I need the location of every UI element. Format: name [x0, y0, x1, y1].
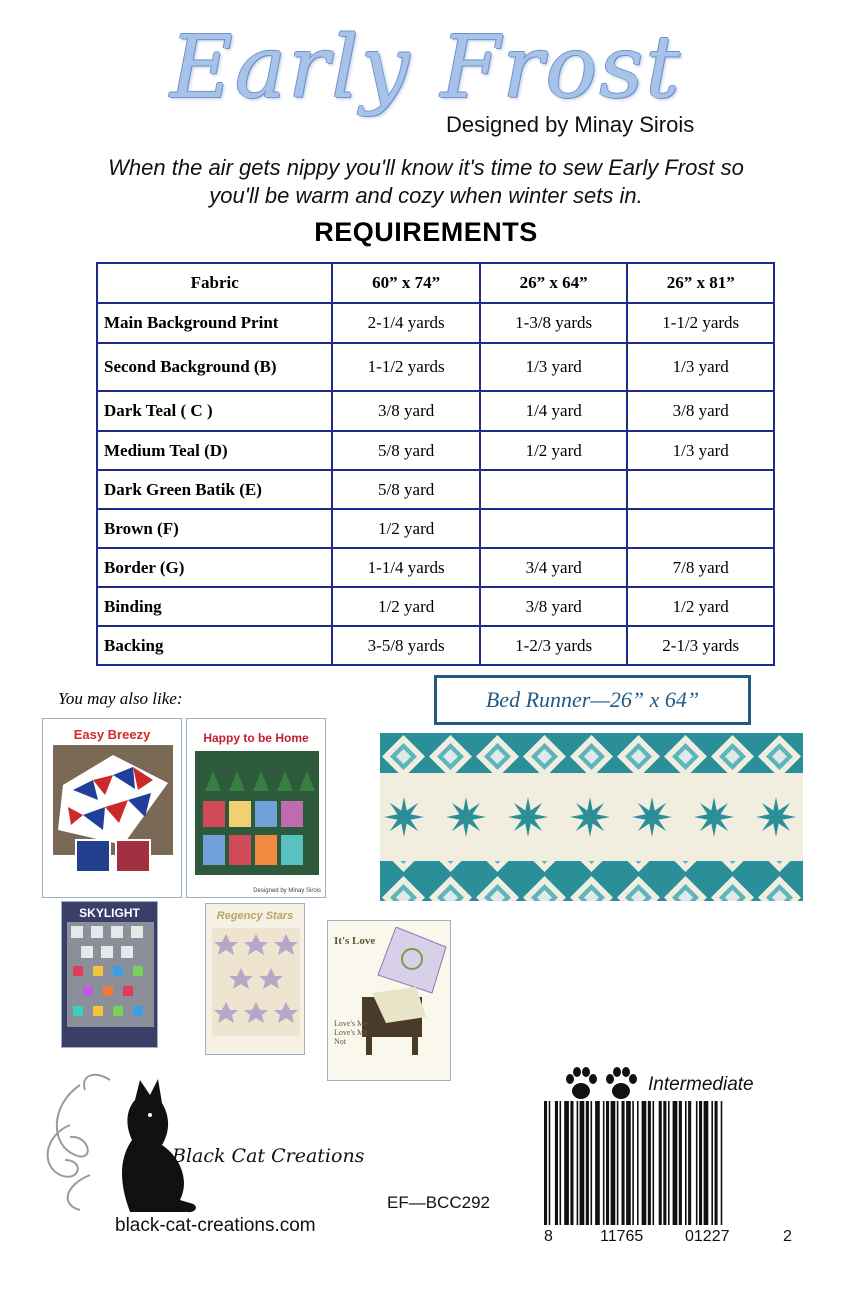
website-link[interactable]: black-cat-creations.com — [115, 1215, 316, 1236]
barcode-bar — [622, 1101, 625, 1225]
fabric-name: Main Background Print — [97, 303, 332, 343]
table-row — [97, 548, 774, 587]
fabric-name: Second Background (B) — [97, 343, 332, 391]
pattern-blurb — [60, 154, 792, 210]
skill-level: Intermediate — [648, 1074, 754, 1095]
barcode-bar — [673, 1101, 678, 1225]
runner-star — [384, 797, 424, 837]
table-row — [97, 587, 774, 626]
yardage-cell — [480, 509, 628, 548]
barcode-bar — [653, 1101, 655, 1225]
column-header: 60” x 74” — [332, 263, 480, 303]
yardage-cell: 1-2/3 yards — [480, 626, 628, 665]
barcode-bar — [586, 1101, 589, 1225]
runner-star — [446, 797, 486, 837]
yardage-cell: 3/8 yard — [627, 391, 774, 431]
yardage-cell: 1-3/8 yards — [480, 303, 628, 343]
column-header: Fabric — [97, 263, 332, 303]
yardage-cell: 1/2 yard — [332, 587, 480, 626]
yardage-cell: 1/4 yard — [480, 391, 628, 431]
runner-star — [570, 797, 610, 837]
regency-quilt-image — [212, 928, 300, 1036]
pattern-title: Early Frost — [170, 18, 682, 118]
cover-title: Easy Breezy — [73, 727, 151, 742]
black-cat-logo-icon — [40, 1065, 370, 1215]
column-header: 26” x 64” — [480, 263, 628, 303]
cover-happy-to-be-home[interactable] — [186, 718, 326, 898]
runner-star — [756, 797, 796, 837]
table-row — [97, 391, 774, 431]
barcode-bar — [626, 1101, 631, 1225]
blurb-line-1: When the air gets nippy you'll know it's time to sew Early Frost so — [108, 155, 744, 180]
detail-thumb — [115, 839, 151, 873]
blurb-line-2: you'll be warm and cozy when winter sets in. — [209, 183, 643, 208]
barcode-bar — [564, 1101, 569, 1225]
barcode-bar — [668, 1101, 670, 1225]
barcode-bar — [560, 1101, 562, 1225]
barcode-bar — [648, 1101, 651, 1225]
yardage-cell — [627, 470, 774, 509]
barcode-bar — [580, 1101, 585, 1225]
yardage-cell: 5/8 yard — [332, 431, 480, 470]
barcode-digit: 2 — [783, 1228, 792, 1245]
table-row — [97, 470, 774, 509]
barcode-bar — [549, 1101, 551, 1225]
yardage-cell: 1-1/2 yards — [332, 343, 480, 391]
fabric-name: Border (G) — [97, 548, 332, 587]
barcode-digit: 8 — [544, 1228, 553, 1245]
fabric-name: Brown (F) — [97, 509, 332, 548]
yardage-cell: 1/2 yard — [480, 431, 628, 470]
table-row — [97, 431, 774, 470]
runner-star — [632, 797, 672, 837]
yardage-cell: 1/2 yard — [627, 587, 774, 626]
designer-credit: Designed by Minay Sirois — [446, 112, 695, 137]
barcode-bar — [721, 1101, 723, 1225]
fabric-name: Medium Teal (D) — [97, 431, 332, 470]
requirements-body — [97, 303, 774, 665]
cover-subtitle: Love's Me, Love's Me Not — [334, 1019, 370, 1046]
barcode-bar — [617, 1101, 619, 1225]
also-like-label: You may also like: — [58, 689, 183, 708]
yardage-cell: 2-1/3 yards — [627, 626, 774, 665]
cover-skylight[interactable] — [61, 901, 158, 1048]
table-row — [97, 626, 774, 665]
fabric-name: Dark Teal ( C ) — [97, 391, 332, 431]
skylight-quilt-image — [67, 922, 154, 1027]
barcode-bar — [711, 1101, 713, 1225]
barcode-bar — [704, 1101, 709, 1225]
barcode-bar — [577, 1101, 579, 1225]
fabric-name: Dark Green Batik (E) — [97, 470, 332, 509]
paw-print-icon — [563, 1064, 641, 1104]
barcode-bar — [679, 1101, 682, 1225]
barcode-bar — [555, 1101, 558, 1225]
bed-runner-image — [380, 733, 803, 901]
barcode-bar — [685, 1101, 687, 1225]
barcode-bar — [696, 1101, 698, 1225]
runner-star — [694, 797, 734, 837]
cover-title: Regency Stars — [216, 910, 294, 922]
runner-star — [508, 797, 548, 837]
yardage-cell: 5/8 yard — [332, 470, 480, 509]
barcode-bar — [603, 1101, 605, 1225]
yardage-cell — [480, 470, 628, 509]
yardage-cell: 1/3 yard — [627, 343, 774, 391]
bed-runner-label: Bed Runner—26” x 64” — [434, 675, 751, 725]
barcode-digit: 01227 — [685, 1228, 730, 1245]
barcode-digit: 11765 — [600, 1228, 644, 1245]
yardage-cell: 1-1/2 yards — [627, 303, 774, 343]
yardage-cell: 1/3 yard — [627, 431, 774, 470]
barcode-bar — [715, 1101, 718, 1225]
cover-its-love[interactable] — [327, 920, 451, 1081]
yardage-cell: 3/4 yard — [480, 548, 628, 587]
brand-name: Black Cat Creations — [172, 1145, 365, 1167]
barcode-bar — [659, 1101, 662, 1225]
yardage-cell: 1-1/4 yards — [332, 548, 480, 587]
column-header: 26” x 81” — [627, 263, 774, 303]
yardage-cell: 2-1/4 yards — [332, 303, 480, 343]
barcode-bar — [591, 1101, 593, 1225]
cover-regency-stars[interactable] — [205, 903, 305, 1055]
sku-code: EF—BCC292 — [387, 1193, 490, 1212]
cover-title: It's Love — [334, 935, 376, 947]
table-header-row — [97, 263, 774, 303]
requirements-table — [96, 262, 775, 666]
table-row — [97, 303, 774, 343]
barcode-bar — [688, 1101, 691, 1225]
barcode-bar — [611, 1101, 616, 1225]
barcode-bar — [637, 1101, 639, 1225]
cover-title: Happy to be Home — [203, 731, 309, 745]
detail-thumb — [75, 839, 111, 873]
barcode-bar — [595, 1101, 600, 1225]
yardage-cell: 3-5/8 yards — [332, 626, 480, 665]
barcode-bar — [699, 1101, 702, 1225]
yardage-cell: 3/8 yard — [332, 391, 480, 431]
yardage-cell: 7/8 yard — [627, 548, 774, 587]
barcode — [540, 1101, 790, 1225]
cover-footer: Designed by Minay Sirois — [253, 888, 321, 894]
fabric-name: Backing — [97, 626, 332, 665]
barcode-bar — [544, 1101, 547, 1225]
barcode-bar — [632, 1101, 634, 1225]
barcode-bar — [642, 1101, 647, 1225]
yardage-cell: 1/2 yard — [332, 509, 480, 548]
requirements-heading: REQUIREMENTS — [314, 217, 538, 247]
yardage-cell — [627, 509, 774, 548]
happy-home-quilt-image — [195, 751, 319, 875]
yardage-cell: 1/3 yard — [480, 343, 628, 391]
yardage-cell: 3/8 yard — [480, 587, 628, 626]
cover-easy-breezy[interactable] — [42, 718, 182, 898]
table-row — [97, 509, 774, 548]
easy-breezy-quilt-image — [53, 745, 173, 855]
barcode-bar — [570, 1101, 573, 1225]
cover-title: SKYLIGHT — [79, 906, 140, 920]
fabric-name: Binding — [97, 587, 332, 626]
table-row — [97, 343, 774, 391]
barcode-bar — [663, 1101, 666, 1225]
barcode-bar — [606, 1101, 609, 1225]
